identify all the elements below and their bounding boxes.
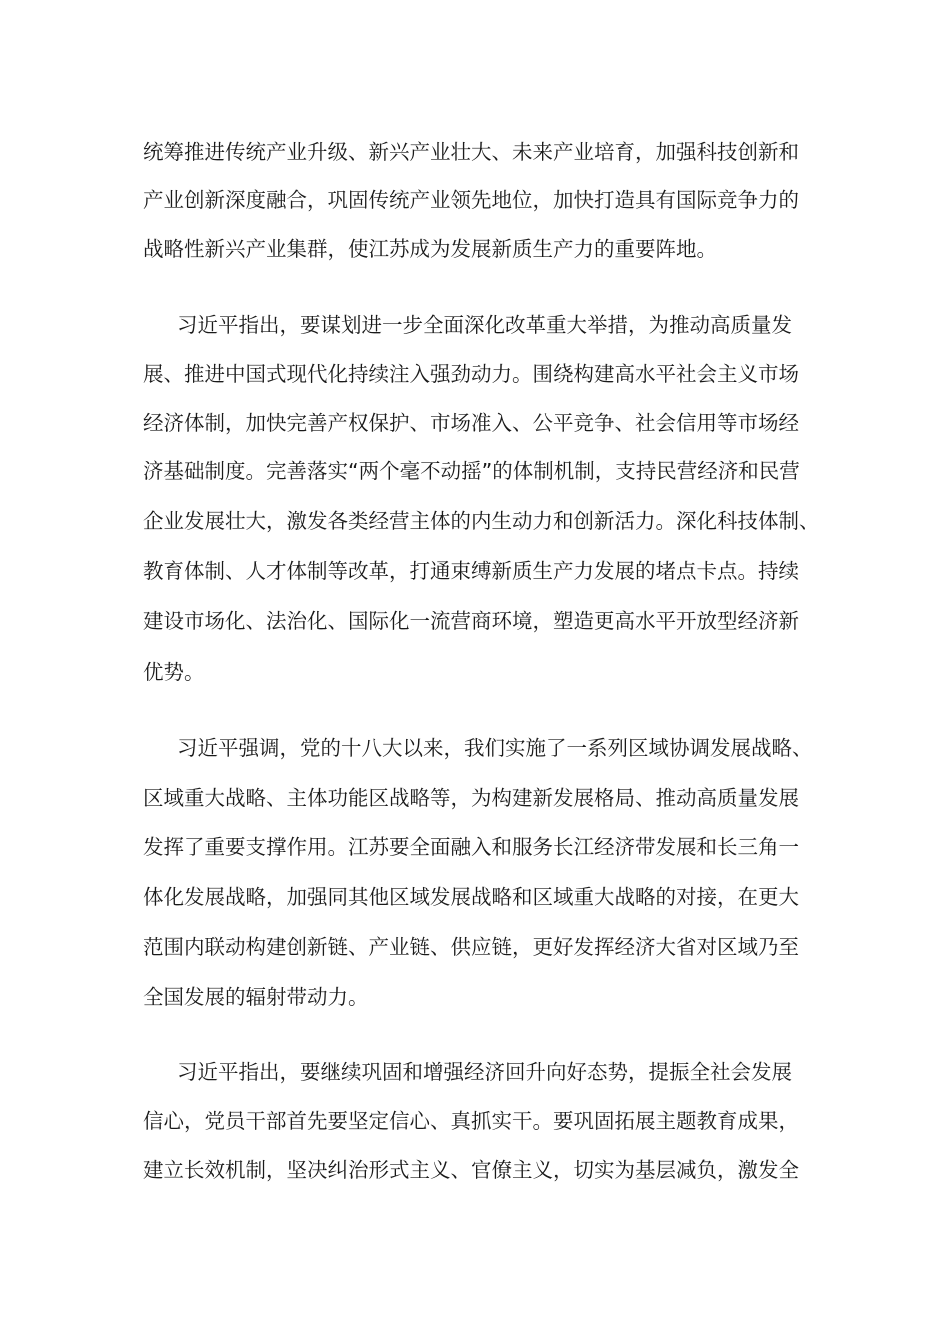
paragraph-2-line-3: 经济体制，加快完善产权保护、市场准入、公平竞争、社会信用等市场经 (143, 411, 799, 435)
paragraph-3-line-6: 全国发展的辐射带动力。 (143, 985, 369, 1009)
paragraph-2-line-7: 建设市场化、法治化、国际化一流营商环境，塑造更高水平开放型经济新 (143, 609, 799, 633)
paragraph-2-line-8: 优势。 (143, 660, 205, 684)
paragraph-1-line-2: 产业创新深度融合，巩固传统产业领先地位，加快打造具有国际竞争力的 (143, 188, 799, 212)
paragraph-3-line-1: 习近平强调，党的十八大以来，我们实施了一系列区域协调发展战略、 (177, 736, 813, 760)
paragraph-2-line-2: 展、推进中国式现代化持续注入强劲动力。围绕构建高水平社会主义市场 (143, 362, 799, 386)
paragraph-2-line-6: 教育体制、人才体制等改革，打通束缚新质生产力发展的堵点卡点。持续 (143, 559, 799, 583)
paragraph-3-line-4: 体化发展战略，加强同其他区域发展战略和区域重大战略的对接，在更大 (143, 885, 799, 909)
paragraph-3-line-3: 发挥了重要支撑作用。江苏要全面融入和服务长江经济带发展和长三角一 (143, 835, 799, 859)
paragraph-4-line-3: 建立长效机制，坚决纠治形式主义、官僚主义，切实为基层减负，激发全 (143, 1158, 799, 1182)
paragraph-4-line-1: 习近平指出，要继续巩固和增强经济回升向好态势，提振全社会发展 (177, 1060, 792, 1084)
paragraph-1-line-1: 统筹推进传统产业升级、新兴产业壮大、未来产业培育，加强科技创新和 (143, 140, 799, 164)
paragraph-2-line-4: 济基础制度。完善落实“两个毫不动摇”的体制机制，支持民营经济和民营 (143, 459, 800, 483)
paragraph-3-line-5: 范围内联动构建创新链、产业链、供应链，更好发挥经济大省对区域乃至 (143, 935, 799, 959)
paragraph-2-line-1: 习近平指出，要谋划进一步全面深化改革重大举措，为推动高质量发 (177, 313, 792, 337)
paragraph-2-line-5: 企业发展壮大，激发各类经营主体的内生动力和创新活力。深化科技体制、 (143, 509, 820, 533)
paragraph-3-line-2: 区域重大战略、主体功能区战略等，为构建新发展格局、推动高质量发展 (143, 786, 799, 810)
paragraph-1-line-3: 战略性新兴产业集群，使江苏成为发展新质生产力的重要阵地。 (143, 237, 717, 261)
paragraph-4-line-2: 信心，党员干部首先要坚定信心、真抓实干。要巩固拓展主题教育成果， (143, 1109, 799, 1133)
